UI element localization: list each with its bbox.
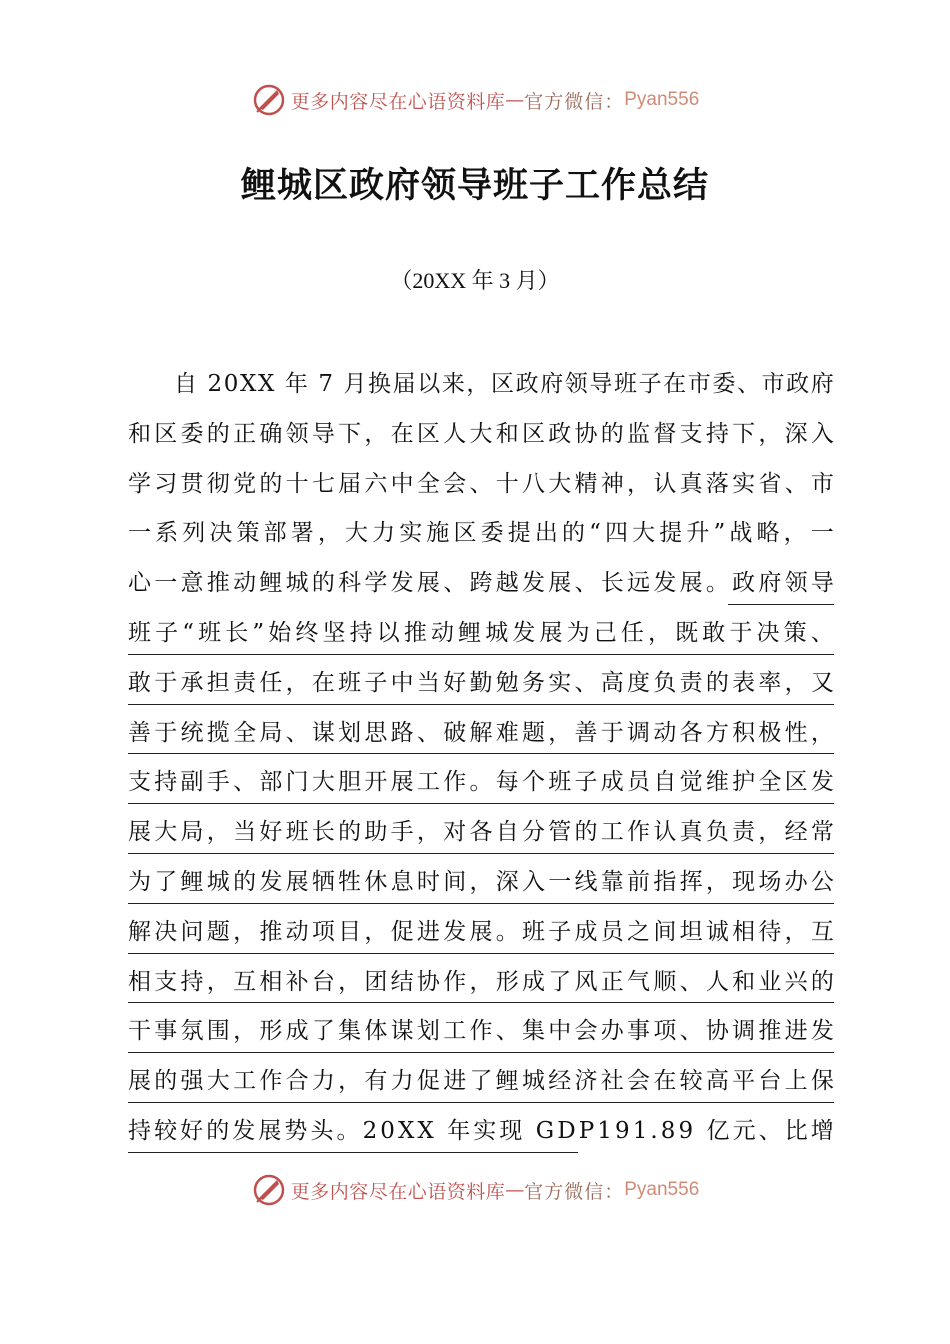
quill-logo-icon (251, 82, 287, 118)
banner-separator: — (505, 89, 525, 111)
banner-brand: 更多内容尽在心语资料库 (290, 1180, 506, 1203)
document-date: （20XX 年 3 月） (390, 268, 560, 293)
body-line: 干 事 氛 围 ， 形 成 了 集 体 谋 划 工 作 、 集 中 会 办 事 项 、 协 调 推 进 发 (128, 1007, 834, 1057)
header-banner (0, 82, 950, 118)
body-line: 相 支 持 ， 互 相 补 台 ， 团 结 协 作 ， 形 成 了 风 正 气 顺 、 人 和 业 兴 的 (128, 958, 834, 1008)
body-line: 展 大 局 ， 当 好 班 长 的 助 手 ， 对 各 自 分 管 的 工 作 认 真 负 责 ， 经 常 (128, 808, 834, 858)
banner-brand: 更多内容尽在心语资料库 (290, 90, 506, 113)
body-line: 班 子 “ 班 长 ” 始 终 坚 持 以 推 动 鲤 城 发 展 为 己 任 ， 既 敢 于 决 策 、 (128, 609, 834, 659)
document-title: 鲤城区政府领导班子工作总结 (240, 165, 709, 206)
banner-separator: — (505, 1179, 525, 1201)
body-line: 持 较 好 的 发 展 势 头 。 2 0 X X 年 实 现 G D P 1 9 1 . 8 9 亿 元 、 比 增 (128, 1107, 834, 1157)
body-line: 和 区 委 的 正 确 领 导 下 ， 在 区 人 大 和 区 政 协 的 监 督 支 持 下 ， 深 入 (128, 420, 834, 447)
body-line: 为 了 鲤 城 的 发 展 牺 牲 休 息 时 间 ， 深 入 一 线 靠 前 指 挥 ， 现 场 办 公 (128, 858, 834, 908)
body-line: 展 的 强 大 工 作 合 力 ， 有 力 促 进 了 鲤 城 经 济 社 会 在 较 高 平 台 上 保 (128, 1057, 834, 1107)
banner-wechat-id: Pyan556 (624, 1179, 700, 1200)
quill-logo-icon (251, 1172, 287, 1208)
banner-wechat-id: Pyan556 (624, 89, 700, 110)
body-line: 支 持 副 手 、 部 门 大 胆 开 展 工 作 。 每 个 班 子 成 员 自 觉 维 护 全 区 发 (128, 758, 834, 808)
document-body (128, 360, 834, 1157)
body-line: 自 2 0 X X 年 7 月 换 届 以 来 ， 区 政 府 领 导 班 子 在 市 委 、 市 政 府 (174, 371, 834, 397)
banner-wechat-label: 官方微信： (524, 1180, 625, 1203)
body-line: 敢 于 承 担 责 任 ， 在 班 子 中 当 好 勤 勉 务 实 、 高 度 负 责 的 表 率 ， 又 (128, 659, 834, 709)
banner-wechat-label: 官方微信： (524, 90, 625, 113)
body-line: 解 决 问 题 ， 推 动 项 目 ， 促 进 发 展 。 班 子 成 员 之 间 坦 诚 相 待 ， 互 (128, 908, 834, 958)
footer-banner (0, 1172, 950, 1208)
body-line: 学 习 贯 彻 党 的 十 七 届 六 中 全 会 、 十 八 大 精 神 ， 认 真 落 实 省 、 市 (128, 470, 834, 497)
body-line: 一 系 列 决 策 部 署 ， 大 力 实 施 区 委 提 出 的 “ 四 大 提 升 ” 战 略 ， 一 (128, 520, 834, 547)
body-line: 心 一 意 推 动 鲤 城 的 科 学 发 展 、 跨 越 发 展 、 长 远 发 展 。 政 府 领 导 (128, 559, 834, 609)
body-line: 善 于 统 揽 全 局 、 谋 划 思 路 、 破 解 难 题 ， 善 于 调 动 各 方 积 极 性 ， (128, 709, 834, 759)
